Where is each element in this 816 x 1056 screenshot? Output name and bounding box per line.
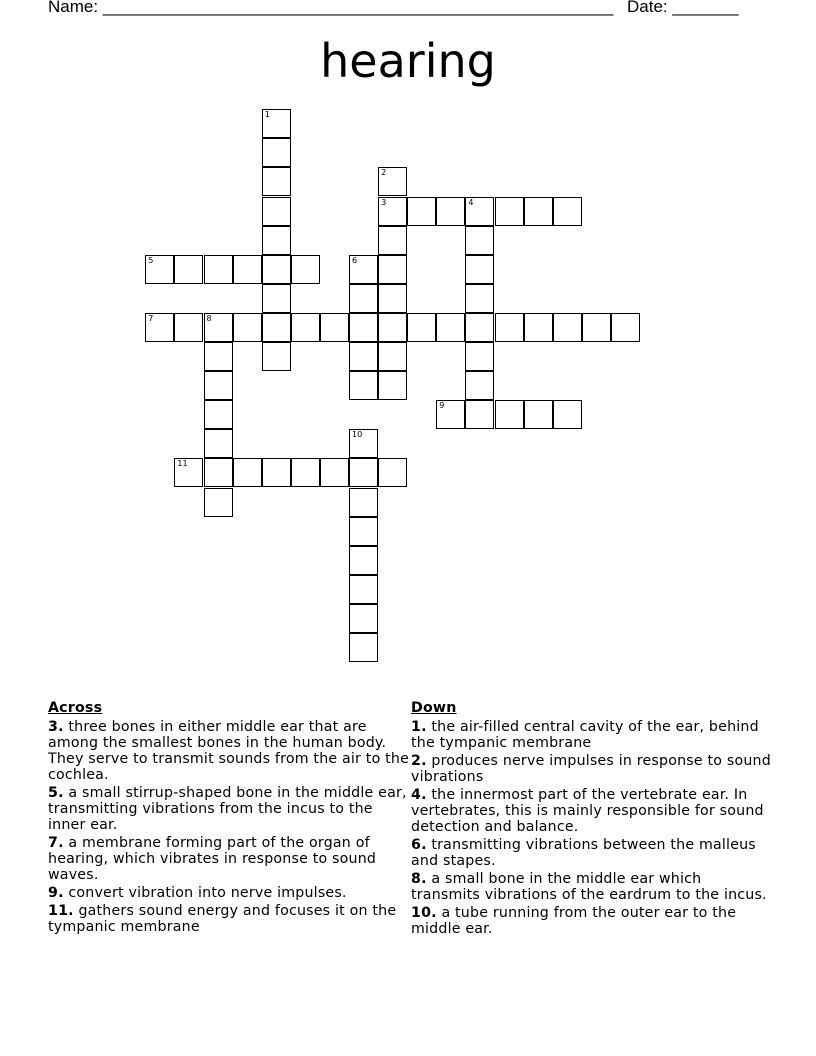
- grid-cell[interactable]: [436, 313, 465, 342]
- grid-cell[interactable]: [378, 226, 407, 255]
- clue-number-label: 6.: [411, 837, 427, 853]
- grid-cell[interactable]: [524, 197, 553, 226]
- grid-cell[interactable]: [524, 313, 553, 342]
- grid-cell[interactable]: [174, 313, 203, 342]
- grid-cell[interactable]: [204, 313, 233, 342]
- grid-cell[interactable]: [465, 313, 494, 342]
- grid-cell[interactable]: [378, 284, 407, 313]
- grid-cell[interactable]: [174, 458, 203, 487]
- grid-cell[interactable]: [349, 546, 378, 575]
- grid-cell[interactable]: [378, 371, 407, 400]
- across-clue-list: [48, 719, 410, 935]
- grid-cell[interactable]: [349, 517, 378, 546]
- across-clues: [48, 700, 410, 937]
- grid-cell[interactable]: [495, 197, 524, 226]
- clue-text: transmitting vibrations between the malleus and stapes.: [411, 837, 756, 869]
- grid-cell[interactable]: [378, 255, 407, 284]
- grid-cell[interactable]: [378, 342, 407, 371]
- grid-cell[interactable]: [378, 313, 407, 342]
- grid-cell[interactable]: [320, 458, 349, 487]
- grid-cell[interactable]: [611, 313, 640, 342]
- clue-number: 7: [148, 313, 154, 323]
- clue-text: a small bone in the middle ear which transmits vibrations of the eardrum to the incus.: [411, 871, 767, 903]
- down-clues: [411, 700, 773, 939]
- across-clue: [48, 719, 410, 783]
- name-label: Name: ______________________________________________________: [48, 0, 614, 16]
- clue-number-label: 10.: [411, 905, 437, 921]
- grid-cell[interactable]: [262, 109, 291, 138]
- clue-number: 10: [352, 430, 363, 440]
- clue-number: 1: [264, 110, 270, 120]
- down-clue: [411, 753, 773, 785]
- clue-number: 4: [468, 197, 474, 207]
- grid-cell[interactable]: [204, 255, 233, 284]
- grid-cell[interactable]: [145, 313, 174, 342]
- grid-cell[interactable]: [349, 604, 378, 633]
- grid-cell[interactable]: [378, 167, 407, 196]
- grid-cell[interactable]: [233, 458, 262, 487]
- clue-number: 11: [177, 459, 188, 469]
- grid-cell[interactable]: [465, 226, 494, 255]
- grid-cell[interactable]: [349, 255, 378, 284]
- grid-cell[interactable]: [495, 400, 524, 429]
- grid-cell[interactable]: [553, 400, 582, 429]
- grid-cell[interactable]: [349, 429, 378, 458]
- date-label: Date: _______: [627, 0, 739, 16]
- clue-text: the air-filled central cavity of the ear, behind the tympanic membrane: [411, 719, 759, 751]
- grid-cell[interactable]: [582, 313, 611, 342]
- grid-cell[interactable]: [262, 458, 291, 487]
- grid-cell[interactable]: [465, 284, 494, 313]
- grid-cell[interactable]: [495, 313, 524, 342]
- grid-cell[interactable]: [553, 313, 582, 342]
- across-clue: [48, 835, 410, 883]
- grid-cell[interactable]: [349, 371, 378, 400]
- grid-cell[interactable]: [145, 255, 174, 284]
- across-heading: Across: [48, 700, 103, 716]
- grid-cell[interactable]: [349, 488, 378, 517]
- clue-number: 2: [381, 168, 387, 178]
- clue-text: the innermost part of the vertebrate ear. In vertebrates, this is mainly responsible for sound detection and balance.: [411, 787, 764, 835]
- down-heading: Down: [411, 700, 457, 716]
- grid-cell[interactable]: [378, 197, 407, 226]
- grid-cell[interactable]: [465, 197, 494, 226]
- clue-number: 6: [352, 255, 358, 265]
- puzzle-title: hearing: [320, 34, 496, 88]
- grid-cell[interactable]: [262, 313, 291, 342]
- clue-number-label: 1.: [411, 719, 427, 735]
- clue-text: a membrane forming part of the organ of hearing, which vibrates in response to sound waves.: [48, 835, 377, 883]
- grid-cell[interactable]: [204, 400, 233, 429]
- grid-cell[interactable]: [233, 313, 262, 342]
- down-clue-list: [411, 719, 773, 937]
- clue-number-label: 7.: [48, 835, 64, 851]
- clue-text: gathers sound energy and focuses it on the tympanic membrane: [48, 903, 397, 935]
- across-clue: [48, 785, 410, 833]
- clue-number: 8: [206, 313, 212, 323]
- grid-cell[interactable]: [349, 458, 378, 487]
- grid-cell[interactable]: [407, 197, 436, 226]
- clue-number-label: 8.: [411, 871, 427, 887]
- clue-number-label: 11.: [48, 903, 74, 919]
- down-clue: [411, 871, 773, 903]
- clue-number-label: 9.: [48, 885, 64, 901]
- grid-cell[interactable]: [262, 167, 291, 196]
- grid-cell[interactable]: [291, 313, 320, 342]
- grid-cell[interactable]: [262, 342, 291, 371]
- down-clue: [411, 905, 773, 937]
- grid-cell[interactable]: [465, 400, 494, 429]
- clue-number-label: 4.: [411, 787, 427, 803]
- grid-cell[interactable]: [204, 488, 233, 517]
- clue-text: a small stirrup-shaped bone in the middle ear, transmitting vibrations from the incus to the inner ear.: [48, 785, 407, 833]
- grid-cell[interactable]: [407, 313, 436, 342]
- grid-cell[interactable]: [436, 197, 465, 226]
- grid-cell[interactable]: [349, 313, 378, 342]
- grid-cell[interactable]: [204, 342, 233, 371]
- grid-cell[interactable]: [524, 400, 553, 429]
- down-clue: [411, 837, 773, 869]
- grid-cell[interactable]: [204, 429, 233, 458]
- grid-cell[interactable]: [174, 255, 203, 284]
- grid-cell[interactable]: [262, 226, 291, 255]
- down-clue: [411, 787, 773, 835]
- clue-number-label: 5.: [48, 785, 64, 801]
- grid-cell[interactable]: [204, 458, 233, 487]
- grid-cell[interactable]: [262, 255, 291, 284]
- down-clue: [411, 719, 773, 751]
- grid-cell[interactable]: [378, 458, 407, 487]
- grid-cell[interactable]: [262, 138, 291, 167]
- clue-number: 9: [439, 401, 445, 411]
- clue-text: convert vibration into nerve impulses.: [63, 885, 347, 901]
- grid-cell[interactable]: [553, 197, 582, 226]
- grid-cell[interactable]: [465, 371, 494, 400]
- clue-text: three bones in either middle ear that are among the smallest bones in the human body. They serve to transmit sounds from the air to the cochlea.: [48, 719, 410, 783]
- grid-cell[interactable]: [436, 400, 465, 429]
- grid-cell[interactable]: [204, 371, 233, 400]
- across-clue: [48, 885, 410, 901]
- grid-cell[interactable]: [465, 342, 494, 371]
- grid-cell[interactable]: [291, 255, 320, 284]
- grid-cell[interactable]: [291, 458, 320, 487]
- grid-cell[interactable]: [349, 342, 378, 371]
- across-clue: [48, 903, 410, 935]
- clue-text: produces nerve impulses in response to sound vibrations: [411, 753, 771, 785]
- clue-text: a tube running from the outer ear to the middle ear.: [411, 905, 737, 937]
- clue-number-label: 2.: [411, 753, 427, 769]
- grid-cell[interactable]: [233, 255, 262, 284]
- clue-number-label: 3.: [48, 719, 64, 735]
- grid-cell[interactable]: [349, 633, 378, 662]
- grid-cell[interactable]: [349, 575, 378, 604]
- grid-cell[interactable]: [320, 313, 349, 342]
- clue-number: 3: [381, 197, 387, 207]
- clue-number: 5: [148, 255, 154, 265]
- grid-cell[interactable]: [465, 255, 494, 284]
- grid-cell[interactable]: [349, 284, 378, 313]
- grid-cell[interactable]: [262, 197, 291, 226]
- grid-cell[interactable]: [262, 284, 291, 313]
